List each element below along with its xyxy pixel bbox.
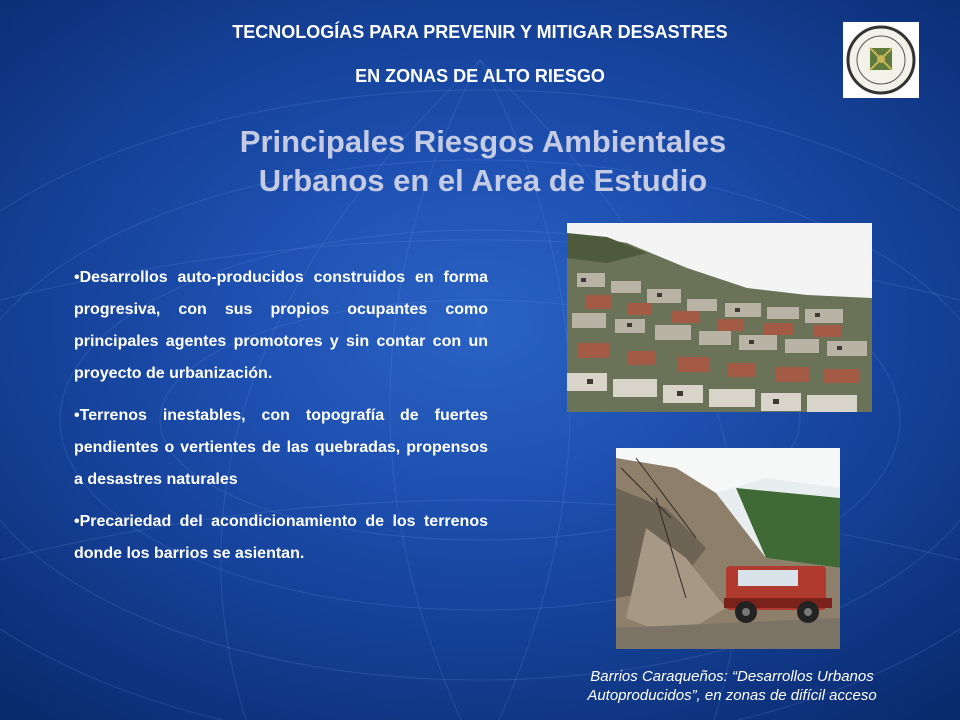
header-line-1: TECNOLOGÍAS PARA PREVENIR Y MITIGAR DESASTRES [232,22,728,42]
title-line-1: Principales Riesgos Ambientales [239,124,727,159]
bullet-item: •Precariedad del acondicionamiento de los terrenos donde los barrios se asientan. [74,513,488,562]
bullet-item: •Desarrollos auto-producidos construidos en forma progresiva, con sus propios ocupantes como principales agentes promotores y sin contar con un proyecto de urbanización. [74,269,488,382]
university-seal-icon [843,22,919,98]
page-title [60,122,906,200]
title-line-2: Urbanos en el Area de Estudio [258,163,708,198]
bullet-item: •Terrenos inestables, con topografía de fuertes pendientes o vertientes de las quebradas, propensos a desastres naturales [74,407,488,488]
caption-line-1: Barrios Caraqueños: “Desarrollos Urbanos [590,668,874,685]
photo-caption [520,667,944,705]
caption-line-2: Autoproducidos”, en zonas de difícil acceso [587,687,877,704]
landslide-photo [616,448,840,649]
bullet-list [74,262,488,580]
hillside-barrio-photo [567,223,872,412]
header-line-2: EN ZONAS DE ALTO RIESGO [355,66,605,86]
